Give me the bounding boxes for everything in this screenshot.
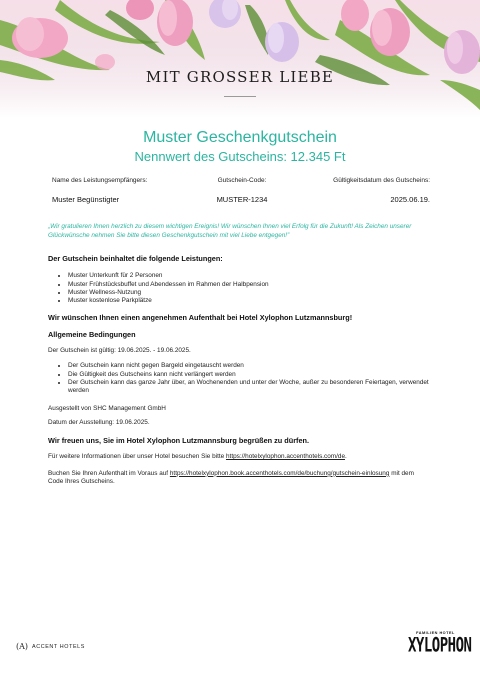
list-item: • Der Gutschein kann das ganze Jahr über, an Wochenenden und unter der Woche, außer zu besonderen Feiertagen, verwendet werden	[68, 379, 430, 396]
recipient-label: Name des Leistungsempfängers:	[52, 177, 148, 184]
tulip-illustration	[0, 0, 480, 118]
list-item: • Muster kostenlose Parkplätze	[68, 297, 430, 305]
accent-mark-icon: (A)	[16, 642, 29, 651]
booking-after: mit dem Code Ihres Gutscheins.	[48, 469, 414, 486]
code-label: Gutschein-Code:	[217, 177, 267, 184]
hotel-website-link[interactable]: https://hotelxylophon.accenthotels.com/de	[225, 453, 345, 461]
booking-text: Buchen Sie Ihren Aufenthalt im Voraus auf	[48, 469, 170, 477]
voucher-value: Nennwert des Gutscheins: 12.345 Ft	[134, 149, 346, 164]
list-item: • Muster Unterkunft für 2 Personen	[68, 272, 430, 280]
hotel-logo-wordmark: XYLOPHON	[408, 634, 472, 658]
info-paragraph	[48, 453, 430, 461]
validity-label: Gültigkeitsdatum des Gutscheins:	[333, 177, 430, 184]
conditions-list	[48, 362, 430, 395]
list-item: • Muster Wellness-Nutzung	[68, 289, 430, 297]
voucher-title: Muster Geschenkgutschein	[143, 129, 337, 146]
info-text: Für weitere Informationen über unser Hotel besuchen Sie bitte	[48, 453, 226, 461]
wish-text: Wir wünschen Ihnen einen angenehmen Aufenthalt bei Hotel Xylophon Lutzmannsburg!	[48, 313, 353, 323]
recipient-value: Muster Begünstigter	[52, 195, 120, 204]
list-item: • Die Gültigkeit des Gutscheins kann nicht verlängert werden	[68, 371, 430, 379]
issuer-text: Ausgestellt von SHC Management GmbH	[48, 404, 166, 412]
validity-period: Der Gutschein ist gültig: 19.06.2025. - 19.06.2025.	[48, 347, 191, 355]
conditions-heading: Allgemeine Bedingungen	[48, 329, 136, 339]
hero-image	[0, 0, 480, 118]
voucher-details	[52, 177, 430, 204]
booking-link[interactable]: https://hotelxylophon.book.accenthotels.com/de/buchung/gutschein-einlosung	[169, 469, 390, 477]
accent-hotels-logo	[16, 642, 85, 651]
code-value: MUSTER-1234	[216, 195, 268, 204]
issue-date-text: Datum der Ausstellung: 19.06.2025.	[48, 418, 150, 426]
info-after: .	[345, 453, 347, 461]
xylophon-logo	[408, 631, 472, 658]
services-heading: Der Gutschein beinhaltet die folgende Leistungen:	[48, 254, 223, 263]
list-item: • Der Gutschein kann nicht gegen Bargeld eingetauscht werden	[68, 362, 430, 370]
hotel-logo-subtitle: FAMILIEN HOTEL	[416, 631, 455, 635]
hero-title: MIT GROSSER LIEBE	[145, 68, 335, 86]
booking-paragraph	[48, 470, 430, 487]
accent-brand-name: ACCENT HOTELS	[32, 643, 85, 650]
list-item: • Muster Frühstücksbuffet und Abendessen im Rahmen der Halbpension	[68, 281, 430, 289]
voucher-body	[48, 255, 430, 486]
services-list	[48, 272, 430, 305]
welcome-text: Wir freuen uns, Sie im Hotel Xylophon Lutzmannsburg begrüßen zu dürfen.	[48, 436, 310, 446]
greeting-text: „Wir gratulieren Ihnen herzlich zu diesem wichtigen Ereignis! Wir wünschen Ihnen viel Erfolg für die Zukunft! Als Zeichen unserer Glückwünsche nehmen Sie bitte diesen Geschenkgutschein mit viel Liebe entgegen!”	[48, 223, 412, 239]
validity-value: 2025.06.19.	[390, 195, 430, 204]
title-divider	[224, 96, 256, 97]
